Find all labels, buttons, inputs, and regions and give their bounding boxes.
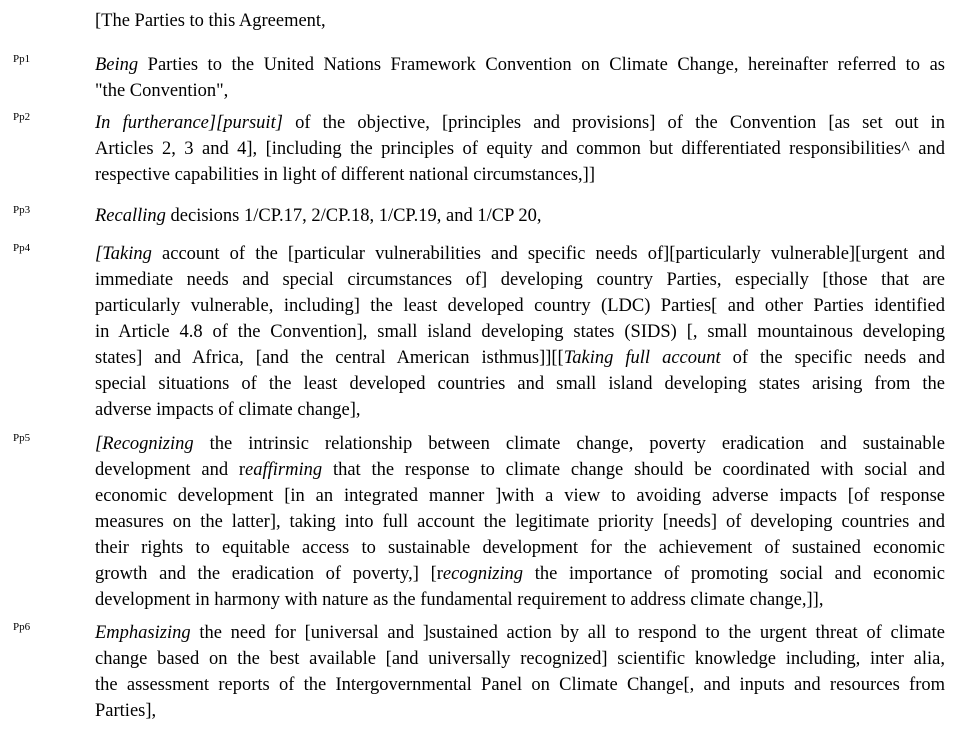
text-run: the intrinsic relationship between climate change, poverty eradication and sustainable <box>193 434 945 454</box>
paragraph-line <box>95 162 945 188</box>
paragraph-label: Pp1 <box>13 53 31 65</box>
italic-text: [Recognizing <box>95 434 194 454</box>
italic-text: Emphasizing <box>95 623 191 643</box>
text-run: development in harmony with nature as the fundamental requirement to address climate change,]], <box>95 590 824 610</box>
paragraph-line <box>95 397 945 423</box>
text-run: states] and Africa, [and the central American isthmus]][[ <box>95 348 564 368</box>
text-run: change based on the best available [and universally recognized] scientific knowledge including, inter alia, <box>95 649 945 669</box>
paragraph-text <box>95 620 945 724</box>
text-run: measures on the latter], taking into full account the legitimate priority [needs] of developing countries and <box>95 512 945 532</box>
italic-text: Being <box>95 55 139 75</box>
paragraph-label: Pp2 <box>13 111 31 123</box>
text-run: the importance of promoting social and economic <box>523 564 945 584</box>
paragraph-text <box>95 431 945 613</box>
paragraph-text <box>95 110 945 188</box>
text-run: the need for [universal and ]sustained action by all to respond to the urgent threat of climate <box>190 623 945 643</box>
preamble-heading: [The Parties to this Agreement, <box>95 11 326 31</box>
paragraph-label: Pp4 <box>13 242 31 254</box>
paragraph-line <box>95 698 945 724</box>
paragraph-line <box>95 457 945 483</box>
text-run: "the Convention", <box>95 81 229 101</box>
text-run: adverse impacts of climate change], <box>95 400 361 420</box>
text-run: in Article 4.8 of the Convention], small island developing states (SIDS) [, small mountainous developing <box>95 322 945 342</box>
text-run: of the specific needs and <box>720 348 945 368</box>
italic-text: In furtherance][pursuit] <box>95 113 283 133</box>
paragraph-line <box>95 587 945 613</box>
paragraph-line <box>95 431 945 457</box>
text-run: of the objective, [principles and provisions] of the Convention [as set out in <box>282 113 946 133</box>
paragraph-line <box>95 241 945 267</box>
text-run: account of the [particular vulnerabilities and specific needs of][particularly vulnerable][urgent and <box>151 244 945 264</box>
paragraph-text <box>95 241 945 423</box>
text-run: respective capabilities in light of different national circumstances,]] <box>95 165 595 185</box>
paragraph-line <box>95 345 945 371</box>
paragraph-line <box>95 509 945 535</box>
paragraph-line <box>95 646 945 672</box>
paragraph-label: Pp6 <box>13 621 31 633</box>
paragraph-line <box>95 672 945 698</box>
paragraph-line <box>95 203 945 229</box>
paragraph-line <box>95 267 945 293</box>
paragraph-line <box>95 78 945 104</box>
italic-text: ecognizing <box>442 564 524 584</box>
paragraph-line <box>95 371 945 397</box>
paragraph-line <box>95 52 945 78</box>
paragraph-line <box>95 561 945 587</box>
paragraph-line <box>95 319 945 345</box>
paragraph-line <box>95 535 945 561</box>
text-run: that the response to climate change should be coordinated with social and <box>322 460 945 480</box>
text-run: economic development [in an integrated manner ]with a view to avoiding adverse impacts [of response <box>95 486 945 506</box>
text-run: particularly vulnerable, including] the least developed country (LDC) Parties[ and other Parties identified <box>95 296 945 316</box>
paragraph-line <box>95 620 945 646</box>
text-run: special situations of the least developed countries and small island developing states arising from the <box>95 374 945 394</box>
italic-text: Recalling <box>95 206 166 226</box>
text-run: Parties to the United Nations Framework Convention on Climate Change, hereinafter referred to as <box>138 55 945 75</box>
paragraph-line <box>95 110 945 136</box>
text-run: Articles 2, 3 and 4], [including the principles of equity and common but differentiated responsibilities^ and <box>95 139 945 159</box>
italic-text: [Taking <box>95 244 152 264</box>
paragraph-text <box>95 52 945 104</box>
italic-text: eaffirming <box>245 460 323 480</box>
text-run: immediate needs and special circumstances of] developing country Parties, especially [those that are <box>95 270 945 290</box>
text-run: the assessment reports of the Intergovernmental Panel on Climate Change[, and inputs and resources from <box>95 675 945 695</box>
paragraph-line <box>95 136 945 162</box>
paragraph-line <box>95 483 945 509</box>
paragraph-line <box>95 293 945 319</box>
paragraph-label: Pp3 <box>13 204 31 216</box>
text-run: decisions 1/CP.17, 2/CP.18, 1/CP.19, and 1/CP 20, <box>165 206 542 226</box>
text-run: development and r <box>95 460 246 480</box>
paragraph-label: Pp5 <box>13 432 31 444</box>
paragraph-text <box>95 203 945 229</box>
text-run: Parties], <box>95 701 157 721</box>
italic-text: Taking full account <box>563 348 721 368</box>
text-run: their rights to equitable access to sustainable development for the achievement of sustained economic <box>95 538 945 558</box>
text-run: growth and the eradication of poverty,] [r <box>95 564 443 584</box>
